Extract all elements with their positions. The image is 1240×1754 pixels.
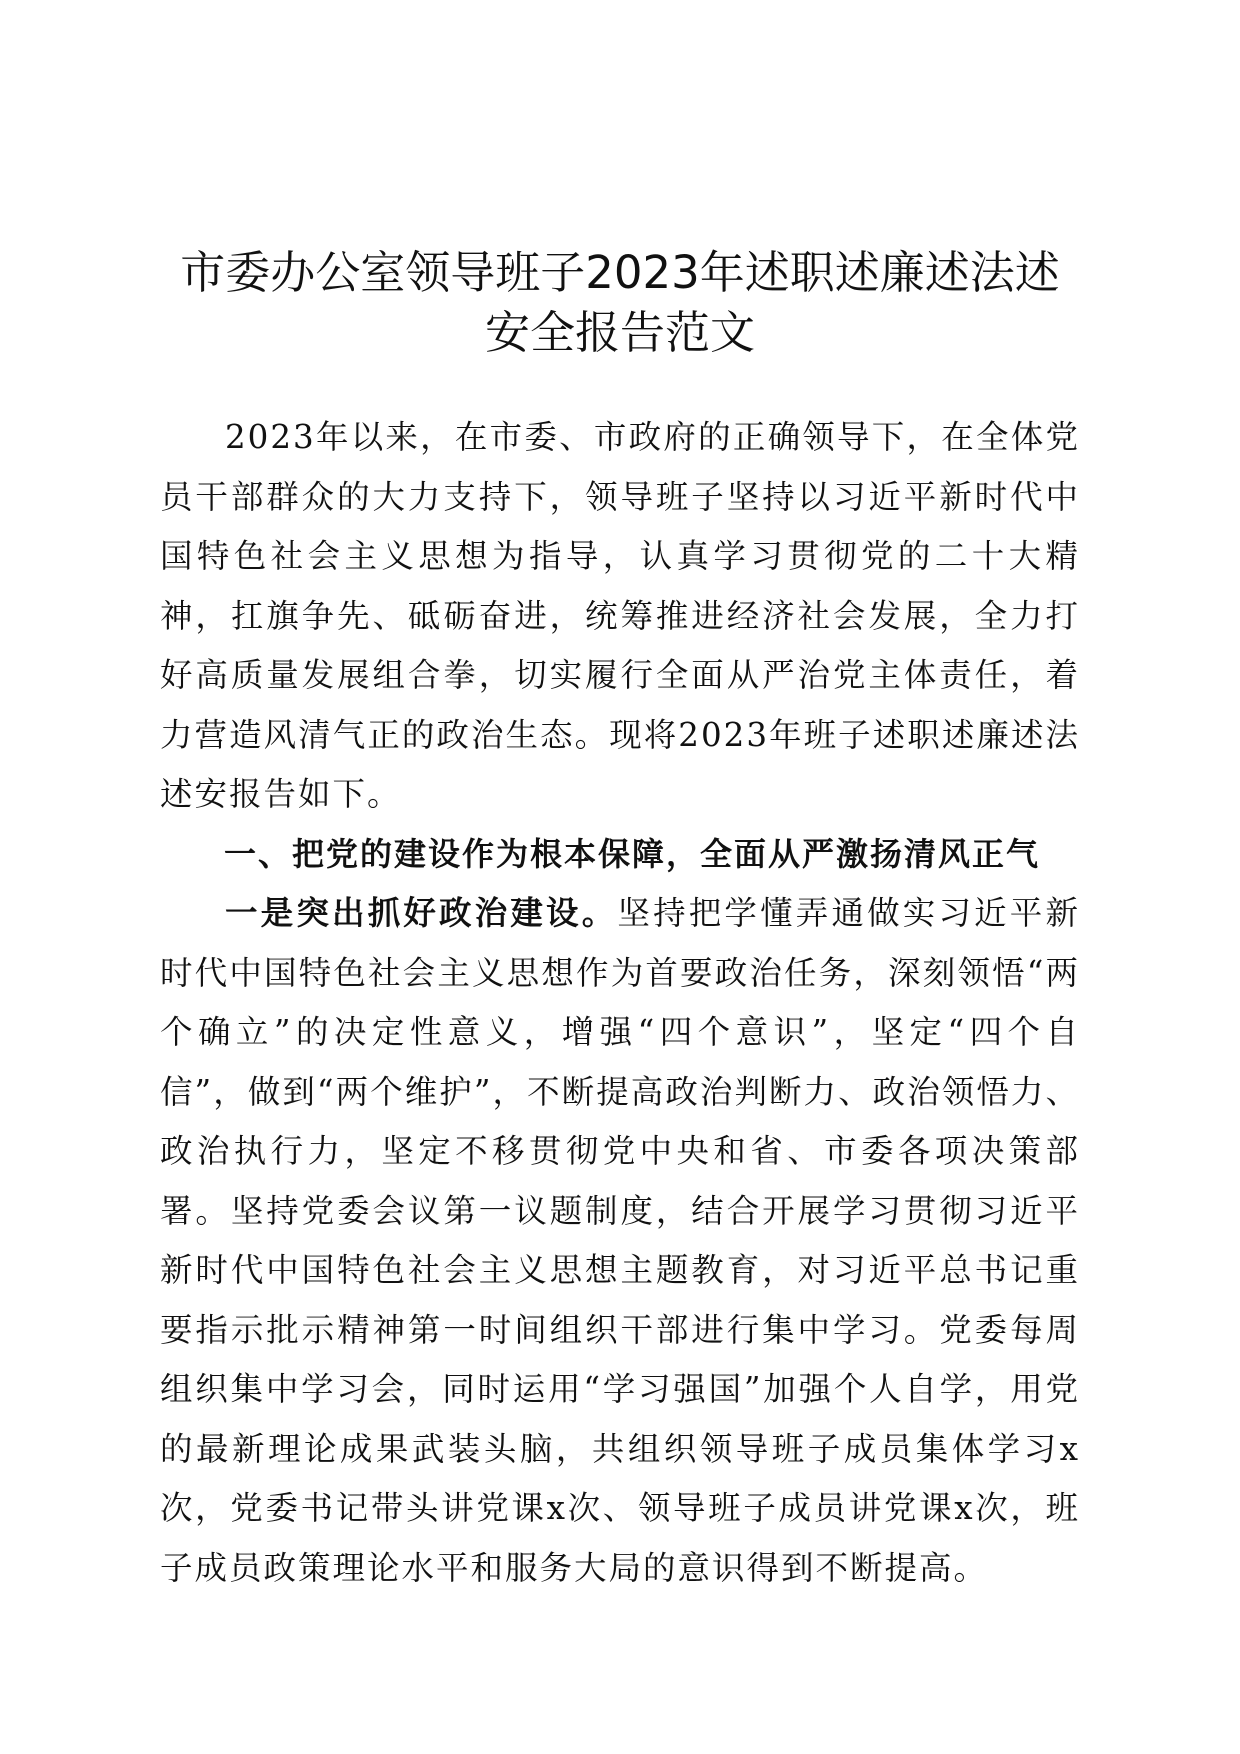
document-title	[140, 243, 1100, 363]
document-body	[160, 408, 1080, 1598]
point-lead: 一是突出抓好政治建设。	[225, 894, 618, 932]
intro-paragraph: 2023年以来，在市委、市政府的正确领导下，在全体党员干部群众的大力支持下，领导班子坚持以习近平新时代中国特色社会主义思想为指导，认真学习贯彻党的二十大精神，扛旗争先、砥砺奋进，统筹推进经济社会发展，全力打好高质量发展组合拳，切实履行全面从严治党主体责任，着力营造风清气正的政治生态。现将2023年班子述职述廉述法述安报告如下。	[160, 418, 1080, 813]
title-line-1: 市委办公室领导班子2023年述职述廉述法述	[180, 246, 1060, 299]
title-line-2: 安全报告范文	[484, 306, 755, 359]
point-paragraph	[160, 884, 1080, 1598]
point-text: 坚持把学懂弄通做实习近平新时代中国特色社会主义思想作为首要政治任务，深刻领悟“两个确立”的决定性意义，增强“四个意识”，坚定“四个自信”，做到“两个维护”，不断提高政治判断力、政治领悟力、政治执行力，坚定不移贯彻党中央和省、市委各项决策部署。坚持党委会议第一议题制度，结合开展学习贯彻习近平新时代中国特色社会主义思想主题教育，对习近平总书记重要指示批示精神第一时间组织干部进行集中学习。党委每周组织集中学习会，同时运用“学习强国”加强个人自学，用党的最新理论成果武装头脑，共组织领导班子成员集体学习x次，党委书记带头讲党课x次、领导班子成员讲党课x次，班子成员政策理论水平和服务大局的意识得到不断提高。	[160, 894, 1080, 1587]
section-heading: 一、把党的建设作为根本保障，全面从严激扬清风正气	[224, 834, 1041, 873]
